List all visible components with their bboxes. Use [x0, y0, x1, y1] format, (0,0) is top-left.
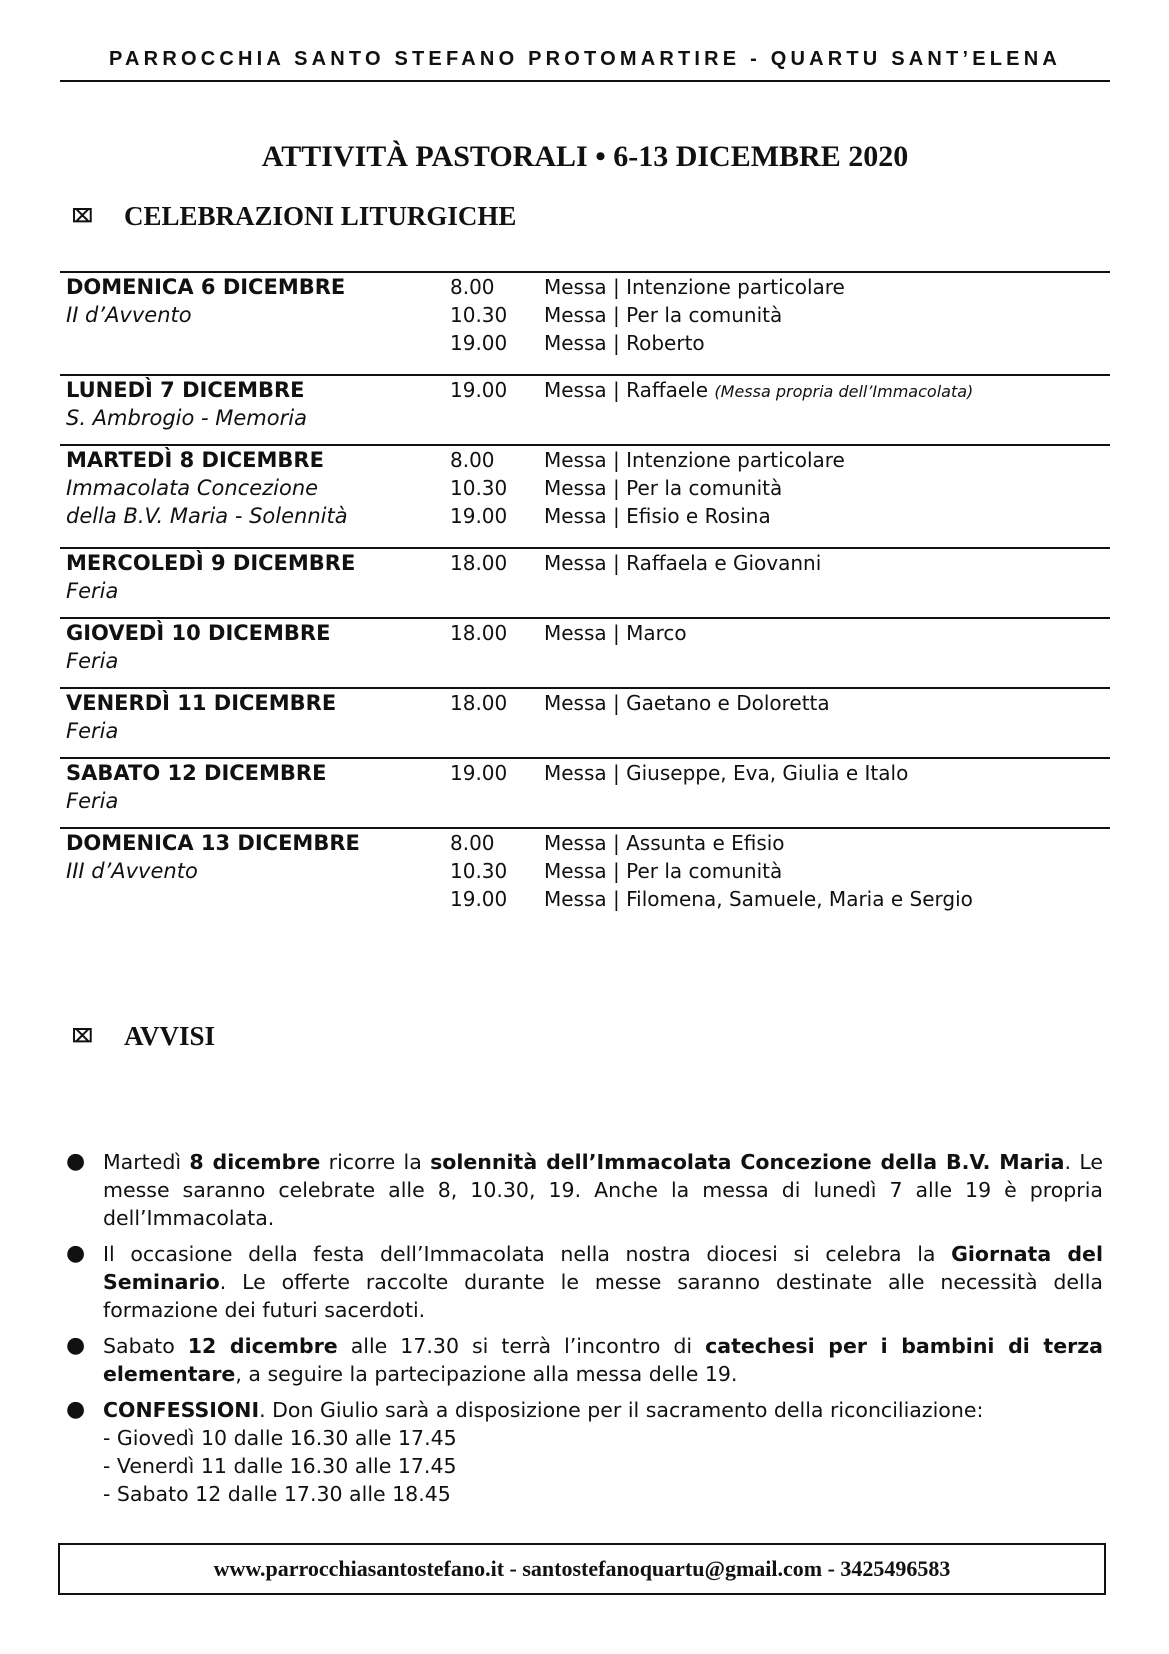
mass-time: 18.00 [450, 621, 508, 645]
mass-time: 18.00 [450, 551, 508, 575]
mass-time: 8.00 [450, 275, 495, 299]
mass-entries [60, 759, 1110, 787]
mass-entry [60, 829, 1110, 857]
bullet-icon: ● [66, 1333, 86, 1358]
cross-icon: ⌧ [72, 206, 93, 226]
bullet-icon: ● [66, 1397, 86, 1422]
mass-entry [60, 376, 1110, 404]
mass-time: 19.00 [450, 504, 508, 528]
day-subtitle: S. Ambrogio - Memoria [66, 406, 307, 430]
footer-contact: www.parrocchiasantostefano.it - santostefanoquartu@gmail.com - 3425496583 [213, 1556, 951, 1581]
mass-intention [544, 885, 973, 913]
mass-intention-text: Messa | Assunta e Efisio [544, 831, 785, 855]
mass-entry [60, 273, 1110, 301]
notice-text: . Le messe saranno celebrate alle 8, 10.30, 19. Anche la messa di lunedì 7 alle 19 è propria dell’Immacolata. [103, 1150, 1103, 1230]
mass-entries [60, 446, 1110, 530]
mass-intention [544, 376, 973, 406]
notice-text: Sabato [103, 1334, 188, 1358]
mass-intention-text: Messa | Raffaele [544, 378, 715, 402]
celebrations-heading-label: CELEBRAZIONI LITURGICHE [124, 201, 517, 231]
mass-intention [544, 301, 782, 329]
celebrations-heading [72, 201, 516, 232]
cross-icon: ⌧ [72, 1026, 93, 1046]
notice-text: , a seguire la partecipazione alla messa delle 19. [235, 1362, 738, 1386]
mass-intention [544, 829, 785, 857]
notices-heading [72, 1021, 215, 1052]
notices-list [60, 1148, 1110, 1516]
mass-entry [60, 857, 1110, 885]
mass-intention-text: Messa | Intenzione particolare [544, 448, 845, 472]
mass-entries [60, 376, 1110, 404]
mass-intention-text: Messa | Marco [544, 621, 687, 645]
mass-intention-text: Messa | Per la comunità [544, 476, 783, 500]
header-divider [60, 80, 1110, 82]
mass-intention [544, 502, 771, 530]
mass-intention [544, 329, 705, 357]
day-block [60, 374, 1110, 444]
mass-time: 19.00 [450, 331, 508, 355]
notice-item [60, 1332, 1103, 1388]
confession-time: - Sabato 12 dalle 17.30 alle 18.45 [103, 1482, 451, 1506]
day-subtitle: della B.V. Maria - Solennità [66, 504, 348, 528]
bullet-icon: ● [66, 1241, 86, 1266]
notice-text: . Don Giulio sarà a disposizione per il sacramento della riconciliazione: [259, 1398, 984, 1422]
mass-time: 19.00 [450, 761, 508, 785]
notice-text: ricorre la [320, 1150, 431, 1174]
day-block [60, 547, 1110, 617]
mass-time: 8.00 [450, 831, 495, 855]
mass-entry [60, 502, 1110, 530]
mass-entry [60, 885, 1110, 913]
mass-entries [60, 549, 1110, 577]
day-subtitle: Feria [66, 649, 119, 673]
mass-entry [60, 759, 1110, 787]
confession-time: - Giovedì 10 dalle 16.30 alle 17.45 [103, 1426, 457, 1450]
notice-highlight: 12 dicembre [187, 1334, 338, 1358]
day-subtitle: III d’Avvento [66, 859, 198, 883]
notice-text: alle 17.30 si terrà l’incontro di [337, 1334, 706, 1358]
day-block [60, 444, 1110, 547]
mass-intention [544, 857, 782, 885]
mass-intention-text: Messa | Per la comunità [544, 859, 783, 883]
mass-time: 8.00 [450, 448, 495, 472]
notice-highlight: 8 dicembre [189, 1150, 321, 1174]
mass-time: 10.30 [450, 303, 508, 327]
mass-intention-text: Messa | Filomena, Samuele, Maria e Sergio [544, 887, 973, 911]
page-title: ATTIVITÀ PASTORALI • 6-13 DICEMBRE 2020 [261, 140, 909, 173]
mass-entry [60, 474, 1110, 502]
mass-entry [60, 549, 1110, 577]
notice-text: Il occasione della festa dell’Immacolata nella nostra diocesi si celebra la [103, 1242, 952, 1266]
day-block [60, 271, 1110, 374]
mass-intention [544, 759, 908, 787]
mass-intention-text: Messa | Raffaela e Giovanni [544, 551, 822, 575]
day-subtitle: II d’Avvento [66, 303, 192, 327]
notice-highlight: Giornata del Seminario [103, 1242, 1103, 1294]
mass-entry [60, 329, 1110, 357]
day-name: DOMENICA 6 DICEMBRE [66, 275, 346, 299]
mass-time: 10.30 [450, 476, 508, 500]
notice-highlight: catechesi per i bambini di terza elementare [103, 1334, 1103, 1386]
mass-intention-text: Messa | Per la comunità [544, 303, 783, 327]
mass-intention [544, 273, 845, 301]
day-name: GIOVEDÌ 10 DICEMBRE [66, 621, 331, 645]
day-subtitle: Feria [66, 789, 119, 813]
mass-intention-text: Messa | Intenzione particolare [544, 275, 845, 299]
day-block [60, 617, 1110, 687]
notice-item [60, 1396, 1103, 1508]
mass-intention-text: Messa | Efisio e Rosina [544, 504, 771, 528]
day-name: LUNEDÌ 7 DICEMBRE [66, 378, 305, 402]
day-subtitle: Immacolata Concezione [66, 476, 319, 500]
day-block [60, 827, 1110, 930]
mass-time: 19.00 [450, 378, 508, 402]
mass-intention-text: Messa | Gaetano e Doloretta [544, 691, 830, 715]
day-name: MARTEDÌ 8 DICEMBRE [66, 448, 324, 472]
day-block [60, 687, 1110, 757]
mass-entries [60, 829, 1110, 913]
mass-time: 10.30 [450, 859, 508, 883]
mass-entry [60, 689, 1110, 717]
notice-text: . Le offerte raccolte durante le messe saranno destinate alle necessità della formazione dei futuri sacerdoti. [103, 1270, 1103, 1322]
mass-time: 18.00 [450, 691, 508, 715]
mass-entry [60, 301, 1110, 329]
mass-intention [544, 474, 782, 502]
day-subtitle: Feria [66, 579, 119, 603]
mass-intention-text: Messa | Roberto [544, 331, 705, 355]
bullet-icon: ● [66, 1149, 86, 1174]
mass-intention [544, 619, 687, 647]
footer-contact-box [58, 1543, 1106, 1595]
parish-header: PARROCCHIA SANTO STEFANO PROTOMARTIRE - QUARTU SANT’ELENA [108, 48, 1061, 70]
confession-time: - Venerdì 11 dalle 16.30 alle 17.45 [103, 1454, 457, 1478]
mass-time: 19.00 [450, 887, 508, 911]
notice-item [60, 1240, 1103, 1324]
mass-entries [60, 689, 1110, 717]
notice-highlight: CONFESSIONI [103, 1398, 260, 1422]
celebrations-schedule [60, 271, 1110, 930]
day-subtitle: Feria [66, 719, 119, 743]
mass-intention [544, 689, 830, 717]
day-name: DOMENICA 13 DICEMBRE [66, 831, 360, 855]
notices-heading-label: AVVISI [124, 1021, 216, 1051]
notice-highlight: solennità dell’Immacolata Concezione della B.V. Maria [430, 1150, 1065, 1174]
mass-entry [60, 619, 1110, 647]
mass-intention-text: Messa | Giuseppe, Eva, Giulia e Italo [544, 761, 909, 785]
day-block [60, 757, 1110, 827]
mass-entries [60, 619, 1110, 647]
notice-item [60, 1148, 1103, 1232]
notice-text: Martedì [103, 1150, 190, 1174]
mass-entries [60, 273, 1110, 357]
day-name: MERCOLEDÌ 9 DICEMBRE [66, 551, 356, 575]
mass-entry [60, 446, 1110, 474]
mass-intention [544, 446, 845, 474]
day-name: SABATO 12 DICEMBRE [66, 761, 327, 785]
mass-intention [544, 549, 821, 577]
mass-note: (Messa propria dell’Immacolata) [714, 382, 974, 401]
day-name: VENERDÌ 11 DICEMBRE [66, 691, 337, 715]
